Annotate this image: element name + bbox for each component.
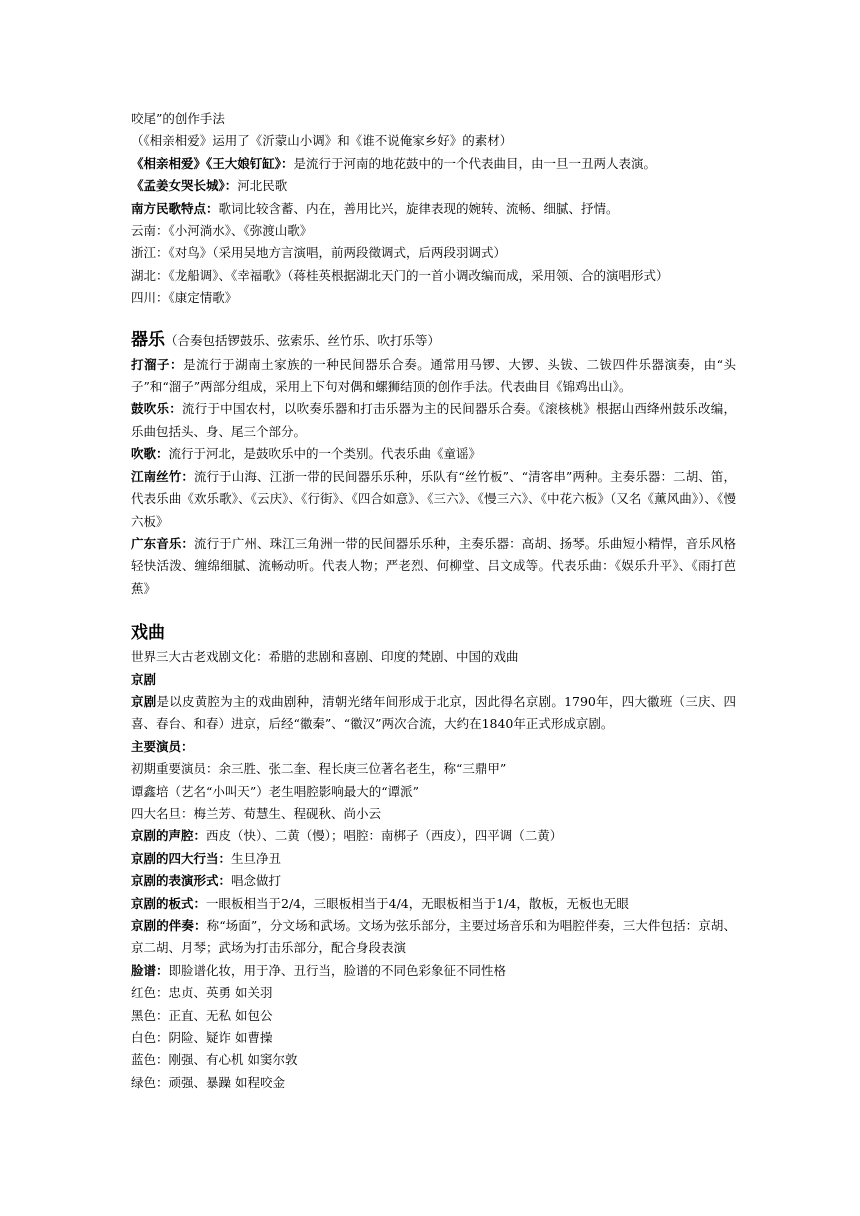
term-text: 歌词比较含蓄、内在，善用比兴，旋律表现的婉转、流畅、细腻、抒情。 bbox=[218, 200, 619, 216]
term-text: 称“场面”，分文场和武场。文场为弦乐部分，主要过场音乐和为唱腔伴奏，三大件包括：京胡、京二胡、月琴；武场为打击乐部分，配合身段表演 bbox=[131, 918, 736, 956]
south-folk-features bbox=[131, 198, 736, 220]
paragraph-chuige bbox=[131, 443, 736, 465]
paragraph-jiangnan-sizhu bbox=[131, 466, 736, 533]
term-text: 流行于中国农村，以吹奏乐器和打击乐器为主的民间器乐合奏。《滚核桃》根据山西绛州鼓乐改编，乐曲包括头、身、尾三个部分。 bbox=[131, 401, 736, 439]
term-label: 《相亲相爱》《王大娘钉缸》： bbox=[131, 155, 294, 171]
term-label: 广东音乐： bbox=[131, 535, 195, 551]
actors-line-2: 谭鑫培（艺名“小叫天”）老生唱腔影响最大的“谭派” bbox=[131, 783, 420, 799]
actors-line-3: 四大名旦：梅兰芳、荀慧生、程砚秋、尚小云 bbox=[131, 805, 382, 821]
jingju-beat bbox=[131, 893, 736, 915]
term-label: 打溜子： bbox=[131, 356, 184, 372]
folk-sichuan: 四川：《康定情歌》 bbox=[131, 290, 238, 306]
folk-line-2: （《相亲相爱》运用了《沂蒙山小调》和《谁不说俺家乡好》的素材） bbox=[131, 133, 513, 149]
section-heading-instrumental bbox=[131, 327, 736, 354]
term-text: 河北民歌 bbox=[237, 178, 288, 194]
mask-color-item: 红色：忠贞、英勇 如关羽 bbox=[131, 985, 273, 1001]
term-label: 京剧的四大行当： bbox=[131, 850, 232, 866]
heading-subtitle: （合奏包括锣鼓乐、弦索乐、丝竹乐、吹打乐等） bbox=[165, 332, 441, 348]
mask-color-item: 黑色：正直、无私 如包公 bbox=[131, 1007, 273, 1023]
heading-text: 器乐 bbox=[131, 329, 165, 350]
jingju-voice bbox=[131, 825, 736, 847]
document-content bbox=[131, 108, 736, 1094]
section-heading-opera: 戏曲 bbox=[131, 623, 165, 644]
term-label: 《孟姜女哭长城》： bbox=[131, 178, 238, 194]
term-label: 江南丝竹： bbox=[131, 468, 194, 484]
folk-yunnan: 云南：《小河淌水》、《弥渡山歌》 bbox=[131, 223, 313, 239]
term-text: 一眼板相当于2/4，三眼板相当于4/4，无眼板相当于1/4，散板，无板也无眼 bbox=[206, 895, 629, 911]
term-text: 是以皮黄腔为主的戏曲剧种，清朝光绪年间形成于北京，因此得名京剧。1790年，四大徽班（三庆、四喜、春台、和春）进京，后经“徽秦”、“徽汉”两次合流，大约在1840年正式形成京剧。 bbox=[131, 693, 736, 732]
mask-color-item: 白色：阴险、疑诈 如曹操 bbox=[131, 1030, 273, 1046]
mask-color-item: 绿色：顽强、暴躁 如程咬金 bbox=[131, 1074, 285, 1090]
jingju-performance bbox=[131, 870, 736, 892]
term-text: 是流行于河南的地花鼓中的一个代表曲目，由一旦一丑两人表演。 bbox=[293, 155, 657, 171]
paragraph-guchuiyue bbox=[131, 398, 736, 443]
facial-mask bbox=[131, 960, 736, 982]
term-text: 即脸谱化妆，用于净、丑行当，脸谱的不同色彩象征不同性格 bbox=[168, 962, 507, 978]
jingju-accompaniment bbox=[131, 915, 736, 960]
term-label: 京剧 bbox=[131, 693, 157, 709]
term-text: 唱念做打 bbox=[231, 873, 282, 889]
term-text: 流行于山海、江浙一带的民间器乐乐种，乐队有“丝竹板”、“清客串”两种。主奏乐器：二胡、笛，代表乐曲《欢乐歌》、《云庆》、《行街》、《四合如意》、《三六》、《慢三六》、《中花六板》（又名《薰风曲》）、《慢六板》 bbox=[131, 468, 736, 529]
term-label: 吹歌： bbox=[131, 446, 169, 462]
term-text: 流行于广州、珠江三角洲一带的民间器乐乐种，主奏乐器：高胡、扬琴。乐曲短小精悍，音乐风格轻快活泼、缠绵细腻、流畅动听。代表人物；严老烈、何柳堂、吕文成等。代表乐曲：《娱乐升平》、《雨打芭蕉》 bbox=[131, 535, 736, 596]
term-label: 京剧的板式： bbox=[131, 895, 207, 911]
term-label: 京剧的表演形式： bbox=[131, 873, 232, 889]
term-label: 鼓吹乐： bbox=[131, 401, 182, 417]
folk-line-4 bbox=[131, 175, 736, 197]
folk-line-1: 咬尾”的创作手法 bbox=[131, 111, 225, 126]
term-text: 生旦净丑 bbox=[231, 850, 282, 866]
folk-zhejiang: 浙江：《对鸟》（采用吴地方言演唱，前两段徵调式，后两段羽调式） bbox=[131, 245, 507, 261]
folk-hubei: 湖北：《龙船调》、《幸福歌》（蒋桂英根据湖北天门的一首小调改编而成，采用领、合的演唱形式） bbox=[131, 267, 669, 283]
term-text: 是流行于湖南土家族的一种民间器乐合奏。通常用马锣、大锣、头钹、二钹四件乐器演奏，由“头子”和“溜子”两部分组成，采用上下句对偶和螺狮结顶的创作手法。代表曲目《锦鸡出山》。 bbox=[131, 356, 736, 395]
term-label: 脸谱： bbox=[131, 962, 169, 978]
paragraph-jingju bbox=[131, 691, 736, 736]
term-text: 西皮（快）、二黄（慢）；唱腔：南梆子（西皮），四平调（二黄） bbox=[206, 828, 563, 844]
term-label: 京剧的声腔： bbox=[131, 828, 207, 844]
term-label: 京剧的伴奏： bbox=[131, 918, 207, 933]
jingju-subheading: 京剧 bbox=[131, 671, 157, 687]
jingju-roles bbox=[131, 848, 736, 870]
paragraph-daliuzi bbox=[131, 354, 736, 399]
paragraph-guangdong-music bbox=[131, 533, 736, 600]
actors-subheading: 主要演员： bbox=[131, 738, 194, 754]
actors-line-1: 初期重要演员：余三胜、张二奎、程长庚三位著名老生，称“三鼎甲” bbox=[131, 761, 507, 777]
mask-color-item: 蓝色：刚强、有心机 如窦尔敦 bbox=[131, 1052, 298, 1068]
folk-line-3 bbox=[131, 153, 736, 175]
opera-intro: 世界三大古老戏剧文化：希腊的悲剧和喜剧、印度的梵剧、中国的戏曲 bbox=[131, 649, 519, 665]
term-text: 流行于河北，是鼓吹乐中的一个类别。代表乐曲《童谣》 bbox=[168, 446, 482, 462]
term-label: 南方民歌特点： bbox=[131, 200, 219, 216]
